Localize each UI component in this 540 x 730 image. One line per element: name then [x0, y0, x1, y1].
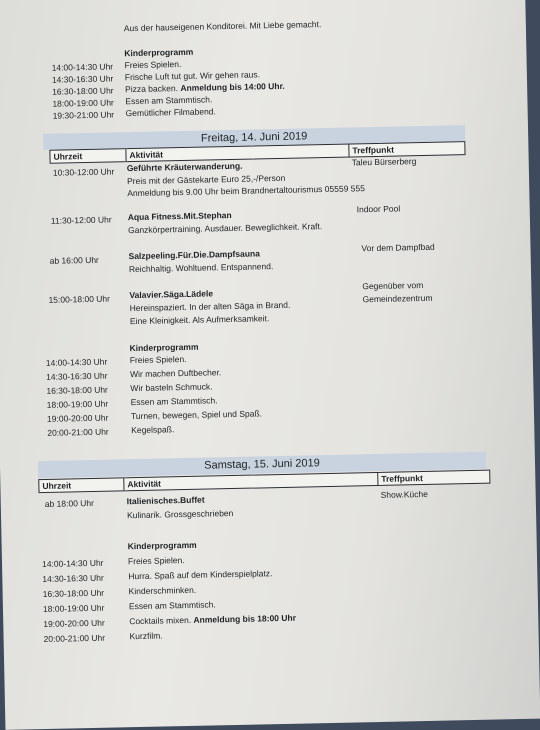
- header-activity: Aktivität: [127, 478, 162, 490]
- fri-kinder-time-4: 19:00-20:00 Uhr: [46, 412, 109, 424]
- sat-kinder-text-4: Cocktails mixen. Anmeldung bis 18:00 Uhr: [129, 612, 297, 627]
- fri-kinder-title: Kinderprogramm: [129, 341, 199, 354]
- sat-event-0-time: ab 18:00 Uhr: [44, 497, 95, 509]
- sat-event-0-meet: Show.Küche: [380, 488, 429, 500]
- fri-event-2-title: Salzpeeling.Für.Die.Dampfsauna: [128, 248, 260, 262]
- fri-event-3-line-1: Eine Kleinigkeit. Als Aufmerksamkeit.: [129, 313, 270, 327]
- fri-event-3-meet-1: Gemeindezentrum: [362, 292, 433, 305]
- header-meet: Treffpunkt: [352, 144, 395, 156]
- sat-kinder-time-4: 19:00-20:00 Uhr: [43, 617, 105, 630]
- fri-event-0-meet: Taleu Bürserberg: [351, 156, 417, 168]
- fri-kinder-text-2: Wir basteln Schmuck.: [130, 381, 213, 394]
- sat-kinder-time-1: 14:30-16:30 Uhr: [42, 572, 104, 585]
- fri-event-3-meet-0: Gegenüber vom: [362, 279, 424, 292]
- header-time: Uhrzeit: [53, 151, 83, 162]
- sat-kinder-title: Kinderprogramm: [127, 539, 197, 552]
- top-time-2: 16:30-18:00 Uhr: [52, 85, 114, 97]
- fri-event-0-title: Geführte Kräuterwanderung.: [126, 160, 243, 174]
- saturday-title: Samstag, 15. Juni 2019: [38, 452, 486, 478]
- top-time-1: 14:30-16:30 Uhr: [51, 73, 114, 85]
- top-time-0: 14:00-14:30 Uhr: [51, 61, 114, 73]
- sat-event-0-line-0: Kulinarik. Grossgeschrieben: [126, 508, 234, 521]
- fri-kinder-text-3: Essen am Stammtisch.: [130, 395, 218, 408]
- fri-event-1-time: 11:30-12:00 Uhr: [50, 214, 112, 226]
- sat-kinder-time-0: 14:00-14:30 Uhr: [41, 557, 104, 570]
- fri-event-2-time: ab 16:00 Uhr: [49, 254, 99, 266]
- fri-event-2-line-0: Reichhaltig. Wohltuend. Entspannend.: [128, 261, 274, 275]
- sat-kinder-time-2: 16:30-18:00 Uhr: [42, 587, 105, 600]
- fri-kinder-time-1: 14:30-16:30 Uhr: [46, 370, 108, 382]
- fri-kinder-text-1: Wir machen Duftbecher.: [129, 367, 222, 380]
- fri-event-0-line-0: Preis mit der Gästekarte Euro 25,-/Person: [126, 172, 286, 187]
- top-item-1: Frische Luft tut gut. Wir gehen raus.: [124, 69, 261, 83]
- fri-kinder-time-3: 18:00-19:00 Uhr: [46, 398, 109, 410]
- fri-kinder-text-5: Kegelspaß.: [131, 424, 175, 436]
- fri-event-3-line-0: Hereinspaziert. In der alten Säga in Brand.: [129, 299, 291, 314]
- top-item-2: Pizza backen. Anmeldung bis 14:00 Uhr.: [125, 80, 285, 95]
- fri-event-3-time: 15:00-18:00 Uhr: [48, 293, 111, 305]
- fri-kinder-time-2: 16:30-18:00 Uhr: [46, 384, 108, 396]
- bakery-note: Aus der hauseigenen Konditorei. Mit Liebe gemacht.: [123, 19, 322, 34]
- fri-event-0-time: 10:30-12:00 Uhr: [52, 166, 115, 178]
- fri-event-3-title: Valavier.Säga.Lädele: [129, 288, 214, 301]
- top-time-3: 18:00-19:00 Uhr: [52, 97, 114, 109]
- header-activity: Aktivität: [129, 149, 164, 161]
- fri-event-1-line-0: Ganzkörpertraining. Ausdauer. Beweglichkeit. Kraft.: [127, 221, 323, 236]
- fri-event-2-meet: Vor dem Dampfbad: [361, 241, 435, 254]
- sat-kinder-time-3: 18:00-19:00 Uhr: [42, 602, 105, 615]
- fri-event-0-line-1: Anmeldung bis 9.00 Uhr beim Brandnertaltourismus 05559 555: [127, 183, 366, 199]
- top-item-3: Essen am Stammtisch.: [125, 94, 213, 107]
- fri-kinder-time-0: 14:00-14:30 Uhr: [45, 356, 108, 368]
- sat-kinder-text-0: Freies Spielen.: [127, 555, 185, 567]
- top-time-4: 19:30-21:00 Uhr: [52, 109, 115, 121]
- kinder-title-top: Kinderprogramm: [124, 46, 194, 59]
- fri-event-1-title: Aqua Fitness.Mit.Stephan: [127, 209, 232, 223]
- sat-kinder-text-2: Kinderschminken.: [128, 584, 197, 597]
- sat-kinder-text-3: Essen am Stammtisch.: [128, 599, 216, 612]
- top-item-4: Gemütlicher Filmabend.: [125, 106, 216, 119]
- fri-kinder-time-5: 20:00-21:00 Uhr: [47, 426, 109, 438]
- sat-kinder-text-5: Kurzfilm.: [129, 630, 163, 642]
- header-meet: Treffpunkt: [381, 473, 423, 484]
- fri-kinder-text-0: Freies Spielen.: [129, 353, 187, 366]
- friday-title: Freitag, 14. Juni 2019: [43, 125, 465, 150]
- sat-kinder-text-1: Hurra. Spaß auf dem Kinderspielplatz.: [128, 568, 273, 582]
- fri-event-1-meet: Indoor Pool: [356, 203, 401, 215]
- fri-kinder-text-4: Turnen, bewegen, Spiel und Spaß.: [130, 408, 263, 422]
- sat-event-0-title: Italienisches.Buffet: [126, 494, 205, 507]
- top-item-0: Freies Spielen.: [124, 59, 182, 71]
- header-time: Uhrzeit: [42, 480, 72, 492]
- sat-kinder-time-5: 20:00-21:00 Uhr: [43, 632, 106, 645]
